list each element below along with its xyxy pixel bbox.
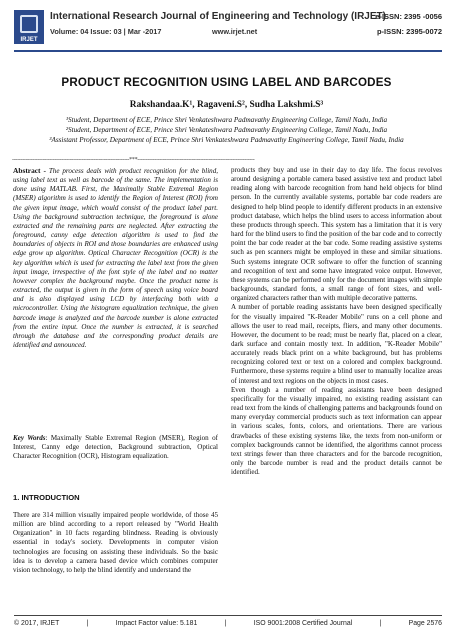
journal-header — [14, 10, 442, 50]
header-rule — [14, 50, 442, 52]
right-paragraph-1: products they buy and use in their day to day life. The focus revolves around designing a portable camera based assistive text and product label reading along with barcode recognition from hand held objects for blind person. In the currently available systems, portable bar code readers are designed to help blind people to identify different products in an extensive product database, which helps the blind users to access information about these products through speech. This system has a limitation that it is very hard for the blind users to find the position of the bar code and to correctly point the bar code reader at the bar code. Some reading assistive systems such as pen scanners might be employed in these and similar situations. Such systems integrate OCR software to offer the function of scanning and recognition of text and some have integrated voice output. However, these systems can be performed only for the document images with simple backgrounds, standard fonts, a small range of font sizes, and well-organized characters rather than with multiple decorative patterns. — [231, 166, 442, 303]
paper-authors: Rakshandaa.K¹, Ragaveni.S², Sudha Lakshmi.S³ — [129, 100, 324, 110]
journal-name: International Research Journal of Engineering and Technology (IRJET) — [50, 11, 386, 22]
affiliation-3: ³Assistant Professor, Department of ECE, Prince Shri Venkateshwara Padmavathy Engineering College, Tamil Nadu, India — [49, 136, 404, 144]
footer-page: Page 2576 — [408, 620, 442, 627]
logo-text: IRJET — [20, 37, 38, 43]
right-paragraph-3: Even though a number of reading assistants have been designed specifically for the visually impaired, no existing reading assistant can read text from the kinds of challenging patterns and backgrounds found on many everyday commercial products such as text information can appear in various scales, fonts, colors, and orientations. There are various drawbacks of these existing systems like, the texts from non-uniform or complex backgrounds cannot be identified, the algorithms cannot process text strings fewer than three characters and for the barcode recognition, only the barcode number is read and the product details cannot be identified. — [231, 385, 442, 477]
abstract-text: The process deals with product recognition for the blind, using label text as well as barcode of the same. The implementation is done using MATLAB. First, the Maximally Stable Extremal Region (MSER) algorithm is used to identify the Region of Interest (ROI) from the given input image, which would consist of the product label part. Using the background subtraction technique, the foreground is alone extracted and the remaining parts are neglected. After extracting the foreground, canny edge detection algorithm is used to find the boundaries of objects in ROI and those boundaries are enhanced using edge grow up algorithm. Optical Character Recognition (OCR) is the key algorithm which is used for extracting the label text from the given input image, irrespective of the font style of the label and no matter however complex the background maybe. Once the product name is extracted, the output is given in the form of speech using voice board and is also displayed using LCD by interfacing both with a microcontroller. Using the histogram equalization technique, the given barcode image is analyzed and the barcode number is alone extracted from the entire input. Once the number is extracted, it is searched through the database and the corresponding product details are identified and announced. — [13, 167, 218, 349]
footer-impact: Impact Factor value: 5.181 — [115, 620, 198, 627]
volume-issue: Volume: 04 Issue: 03 | Mar -2017 — [50, 27, 162, 36]
footer-sep: | — [224, 620, 227, 627]
keywords-label: Key Words — [13, 434, 46, 442]
abstract-label: Abstract - — [13, 166, 46, 175]
right-column — [231, 166, 442, 477]
page-footer — [14, 620, 442, 627]
right-paragraph-2: A number of portable reading assistants have been designed specifically for the visually impaired "K-Reader Mobile" runs on a cell phone and allows the user to read mail, receipts, fliers, and many other documents. However, the document to be read; must be nearly flat, placed on a clear, dark surface and contain mostly text. In addition, "K-Reader Mobile" accurately reads black print on a white background, but has problems recognizing colored text or text on a colored and complex background. Furthermore, these systems require a blind user to manually localize areas of interest and text regions on the objects in most cases. — [231, 303, 442, 385]
eissn: e-ISSN: 2395 -0056 — [375, 12, 442, 21]
irjet-logo — [14, 10, 44, 44]
affiliation-2: ²Student, Department of ECE, Prince Shri Venkateshwara Padmavathy Engineering College, Tamil Nadu, India — [65, 126, 388, 134]
journal-website: www.irjet.net — [212, 27, 258, 36]
affiliation-1: ¹Student, Department of ECE, Prince Shri Venkateshwara Padmavathy Engineering College, Tamil Nadu, India — [65, 116, 388, 124]
section-divider: ---------------------------------------------------------------------***--------------------------------------------------------------------- — [12, 157, 255, 163]
introduction-text: There are 314 million visually impaired people worldwide, of those 45 million are blind according to a report released by "World Health Organization" in 10 facts regarding blindness. Reading is obviously essential in today's society. Developments in computer vision technologies are focusing on assisting these individuals. So the basic idea is to develop a camera based device which combines computer vision technology, to help the blind identify and understand the — [13, 511, 218, 574]
footer-sep: | — [86, 620, 89, 627]
footer-iso: ISO 9001:2008 Certified Journal — [253, 620, 353, 627]
footer-rule — [14, 615, 442, 616]
keywords — [13, 434, 218, 461]
footer-copyright: © 2017, IRJET — [14, 620, 60, 627]
pissn: p-ISSN: 2395-0072 — [376, 27, 442, 36]
paper-title: PRODUCT RECOGNITION USING LABEL AND BARCODES — [61, 76, 392, 89]
keywords-text: : Maximally Stable Extremal Region (MSER), Region of Interest, Canny edge detection, Background subtraction, Optical Character Recognition (OCR), Histogram equalization. — [13, 434, 218, 461]
abstract-column — [13, 166, 218, 350]
abstract — [13, 166, 218, 350]
section-heading: 1. INTRODUCTION — [13, 493, 80, 502]
footer-sep: | — [379, 620, 382, 627]
